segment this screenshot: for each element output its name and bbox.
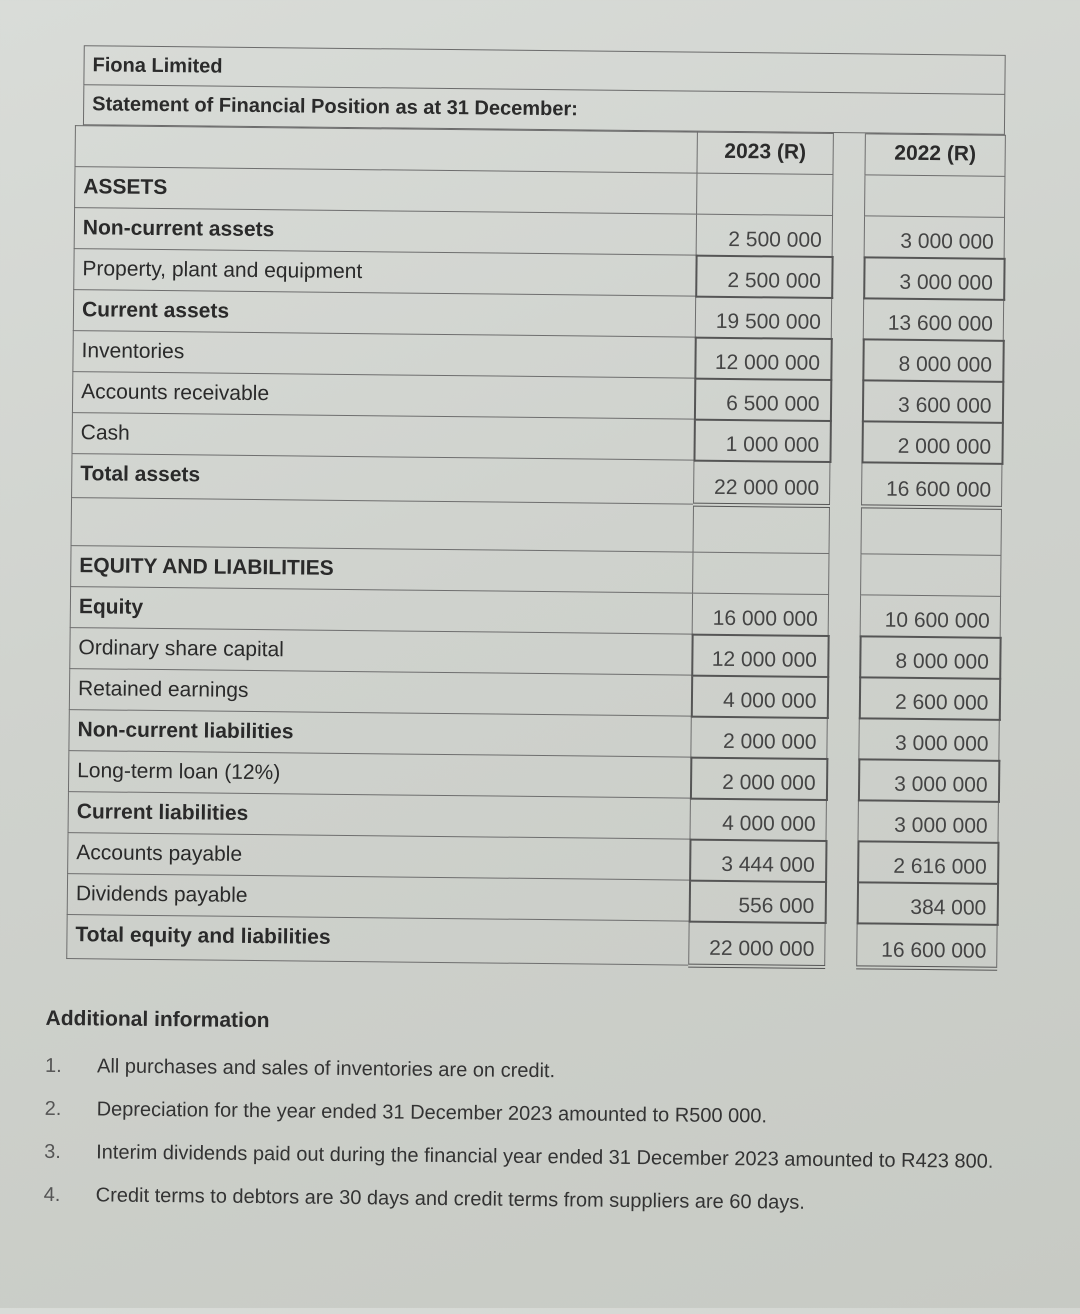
value-2023: 2 000 000 (691, 716, 827, 758)
additional-information-list (44, 1045, 1006, 1227)
value-2023: 22 000 000 (689, 921, 825, 966)
row-label: Equity (70, 587, 692, 635)
row-label: EQUITY AND LIABILITIES (71, 546, 693, 594)
value-2023: 12 000 000 (695, 337, 831, 379)
statement-title: Statement of Financial Position as at 31 December: (83, 85, 1005, 135)
row-label: Dividends payable (67, 874, 689, 922)
row-label: Retained earnings (69, 669, 691, 717)
item-text: All purchases and sales of inventories are on credit. (96, 1055, 556, 1083)
item-number: 4. (43, 1183, 61, 1207)
value-2022: 10 600 000 (860, 595, 1000, 637)
value-2022: 384 000 (857, 882, 997, 924)
value-2022 (861, 554, 1001, 596)
value-2022: 3 000 000 (859, 718, 999, 760)
financial-position-table (66, 125, 1006, 970)
row-label: Non-current assets (74, 208, 696, 256)
additional-information-title: Additional information (45, 1006, 270, 1033)
value-2022: 16 600 000 (857, 923, 997, 968)
item-number: 1. (44, 1054, 62, 1078)
column-header-2022: 2022 (R) (865, 134, 1005, 176)
item-number: 2. (44, 1097, 62, 1121)
value-2023: 2 500 000 (696, 255, 832, 297)
value-2023: 22 000 000 (694, 460, 830, 505)
value-2022: 3 000 000 (864, 216, 1004, 258)
value-2022: 2 616 000 (858, 841, 998, 883)
row-label: Accounts payable (68, 833, 690, 881)
value-2023: 16 000 000 (692, 593, 828, 635)
value-2023: 4 000 000 (691, 675, 827, 717)
row-label: Cash (72, 413, 694, 461)
row-label: Inventories (73, 331, 695, 379)
value-2022: 13 600 000 (863, 298, 1003, 340)
row-label: Property, plant and equipment (74, 249, 696, 297)
row-label: ASSETS (75, 167, 697, 215)
item-text: Interim dividends paid out during the financial year ended 31 December 2023 amounted to R423 800. (96, 1141, 994, 1173)
value-2022: 16 600 000 (862, 462, 1002, 507)
item-number: 3. (44, 1140, 61, 1164)
value-2022: 8 000 000 (863, 339, 1003, 381)
value-2022: 3 000 000 (858, 800, 998, 842)
row-label: Current assets (73, 290, 695, 338)
value-2022: 3 000 000 (864, 257, 1004, 299)
value-2022 (865, 175, 1005, 217)
value-2022: 8 000 000 (860, 636, 1000, 678)
value-2023 (697, 173, 833, 215)
value-2023: 2 000 000 (690, 757, 826, 799)
row-label: Total assets (72, 454, 694, 505)
item-text: Credit terms to debtors are 30 days and credit terms from suppliers are 60 days. (95, 1184, 806, 1214)
value-2022: 3 600 000 (862, 380, 1002, 422)
value-2023: 4 000 000 (690, 798, 826, 840)
column-header-2023: 2023 (R) (697, 132, 833, 174)
item-text: Depreciation for the year ended 31 December 2023 amounted to R500 000. (96, 1098, 768, 1128)
row-label: Ordinary share capital (70, 628, 692, 676)
value-2022: 2 600 000 (859, 677, 999, 719)
header-label-cell (75, 126, 697, 174)
value-2022: 3 000 000 (858, 759, 998, 801)
value-2023: 6 500 000 (694, 378, 830, 420)
row-label: Total equity and liabilities (67, 915, 689, 966)
value-2023: 3 444 000 (690, 839, 826, 881)
value-2023: 12 000 000 (692, 634, 828, 676)
value-2022: 2 000 000 (862, 421, 1002, 463)
row-label: Non-current liabilities (69, 710, 691, 758)
value-2023: 19 500 000 (695, 296, 831, 338)
value-2023: 1 000 000 (694, 419, 830, 461)
additional-information (44, 1007, 1006, 1227)
row-label: Accounts receivable (72, 372, 694, 420)
value-2023 (693, 552, 829, 594)
value-2023: 2 500 000 (696, 214, 832, 256)
company-name: Fiona Limited (83, 45, 1005, 95)
row-label: Long-term loan (12%) (68, 751, 690, 799)
value-2023: 556 000 (689, 880, 825, 922)
list-item (44, 1174, 1004, 1227)
row-label: Current liabilities (68, 792, 690, 840)
total-row (67, 915, 997, 969)
